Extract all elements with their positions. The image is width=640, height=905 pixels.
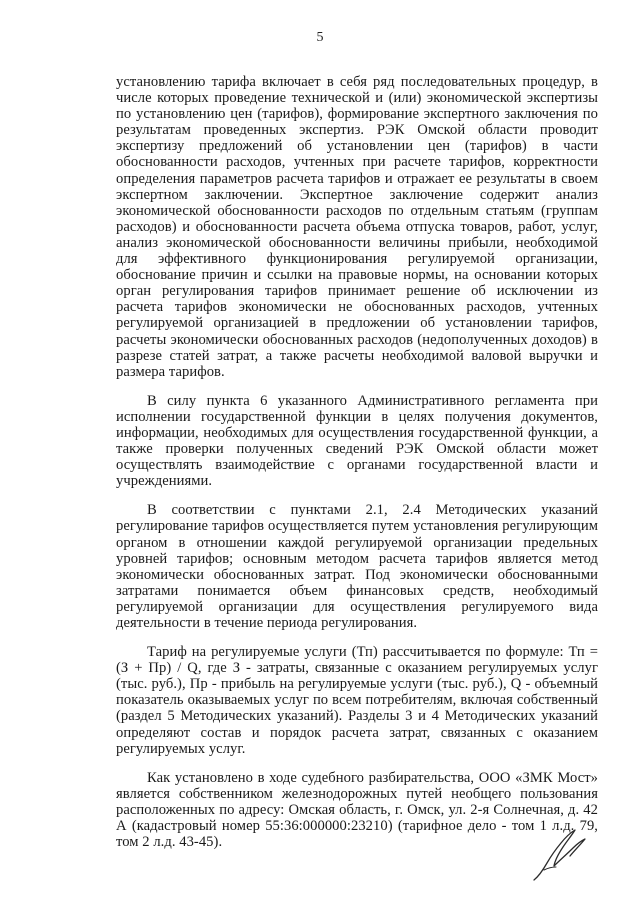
paragraph-tariff-procedure: установлению тарифа включает в себя ряд последовательных процедур, в числе которых проведение технической и (или) экономической экспертизы по установлению цен (тарифов), формирование экспертного заключения по результатам проведенных экспертиз. РЭК Омской области проводит экспертизу предложений об установлении цен (тарифов) в части обоснованности расходов, учтенных при расчете тарифов, корректности определения параметров расчета тарифов и отражает ее результаты в своем экспертном заключении. Экспертное заключение содержит анализ экономической обоснованности расходов по отдельным статьям (группам расходов) и обоснованности расчета объема отпуска товаров, работ, услуг, анализ экономической обоснованности величины прибыли, необходимой для эффективного функционирования регулируемой организации, обоснование причин и ссылки на правовые нормы, на основании которых орган регулирования тарифов принимает решение об исключении из расчета тарифов экономически не обоснованных расходов, учтенных регулируемой организацией в предложении об установлении тарифов, расчеты экономически обоснованных расходов (недополученных доходов) в разрезе статей затрат, а также расчеты необходимой валовой выручки и размера тарифов. xyxy=(116,74,598,380)
paragraph-administrative-regulation: В силу пункта 6 указанного Административного регламента при исполнении государственной функции в целях получения документов, информации, необходимых для осуществления государственной функции, а также проверки полученных сведений РЭК Омской области может осуществлять взаимодействие с органами государственной власти и учреждениями. xyxy=(116,392,598,490)
page-number: 5 xyxy=(316,30,324,45)
document-body xyxy=(116,74,598,850)
handwritten-signature-icon xyxy=(530,826,588,886)
paragraph-methodical-instructions: В соответствии с пунктами 2.1, 2.4 Методических указаний регулирование тарифов осуществляется путем установления регулирующим органом в отношении каждой регулируемой организации предельных уровней тарифов; основным методом расчета тарифов является метод экономически обоснованных затрат. Под экономически обоснованными затратами понимается объем финансовых средств, необходимый регулируемой организации для осуществления регулируемого вида деятельности в течение периода регулирования. xyxy=(116,502,598,631)
paragraph-court-findings: Как установлено в ходе судебного разбирательства, ООО «ЗМК Мост» является собственником железнодорожных путей необщего пользования расположенных по адресу: Омская область, г. Омск, ул. 2-я Солнечная, д. 42 А (кадастровый номер 55:36:000000:23210) (тарифное дело - том 1 л.д. 79, том 2 л.д. 43-45). xyxy=(116,769,598,851)
paragraph-tariff-formula: Тариф на регулируемые услуги (Тп) рассчитывается по формуле: Тп = (З + Пр) / Q, где З - затраты, связанные с оказанием регулируемых услуг (тыс. руб.), Пр - прибыль на регулируемые услуги (тыс. руб.), Q - объемный показатель оказываемых услуг по всем потребителям, включая собственный (раздел 5 Методических указаний). Разделы 3 и 4 Методических указаний определяют состав и порядок расчета затрат, связанных с оказанием регулируемых услуг. xyxy=(116,644,598,757)
